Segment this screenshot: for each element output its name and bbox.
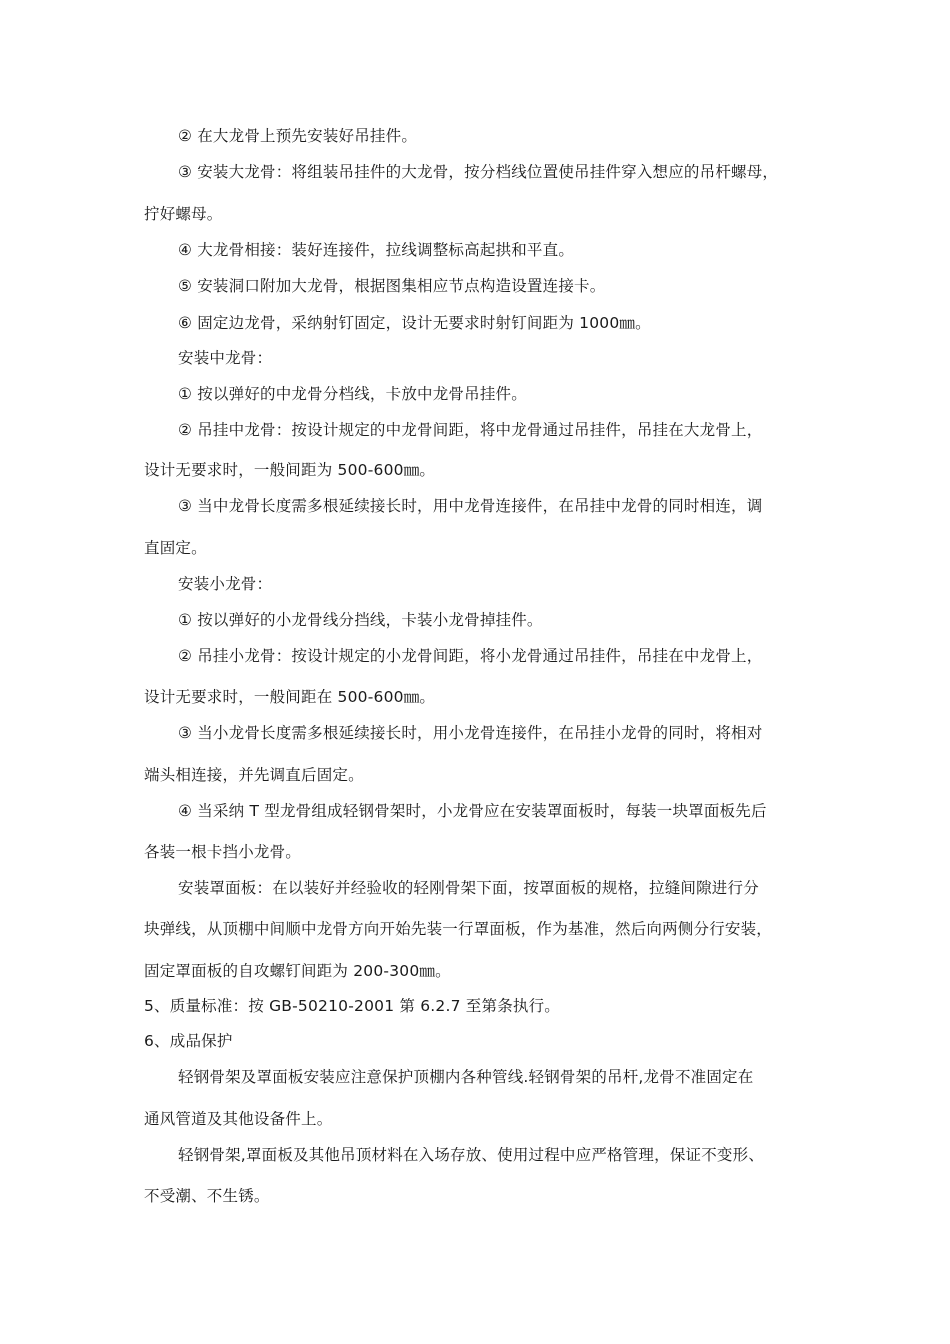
numbered-heading: 6、成品保护 <box>144 1032 233 1050</box>
paragraph-line: 轻钢骨架,罩面板及其他吊顶材料在入场存放、使用过程中应严格管理，保证不变形、 <box>178 1146 765 1164</box>
paragraph-line: 拧好螺母。 <box>144 205 223 223</box>
paragraph-line: 端头相连接，并先调直后固定。 <box>144 766 364 784</box>
paragraph-line: ⑤ 安装洞口附加大龙骨，根据图集相应节点构造设置连接卡。 <box>178 277 606 295</box>
paragraph-line: ② 吊挂中龙骨：按设计规定的中龙骨间距，将中龙骨通过吊挂件，吊挂在大龙骨上， <box>178 421 763 439</box>
paragraph-line: 安装罩面板：在以装好并经验收的轻刚骨架下面，按罩面板的规格，拉缝间隙进行分 <box>178 879 759 897</box>
section-heading: 安装中龙骨： <box>178 349 273 367</box>
paragraph-line: 轻钢骨架及罩面板安装应注意保护顶棚内各种管线.轻钢骨架的吊杆,龙骨不准固定在 <box>178 1068 754 1086</box>
paragraph-line: ④ 大龙骨相接：装好连接件，拉线调整标高起拱和平直。 <box>178 241 575 259</box>
paragraph-line: 不受潮、不生锈。 <box>144 1187 270 1205</box>
paragraph-line: 设计无要求时，一般间距在 500-600㎜。 <box>144 688 436 706</box>
paragraph-line: 固定罩面板的自攻螺钉间距为 200-300㎜。 <box>144 962 451 980</box>
paragraph-line: ① 按以弹好的小龙骨线分挡线，卡装小龙骨掉挂件。 <box>178 611 543 629</box>
paragraph-line: ⑥ 固定边龙骨，采纳射钉固定，设计无要求时射钉间距为 1000㎜。 <box>178 314 651 332</box>
paragraph-line: 直固定。 <box>144 539 207 557</box>
paragraph-line: ④ 当采纳 T 型龙骨组成轻钢骨架时，小龙骨应在安装罩面板时，每装一块罩面板先后 <box>178 802 767 820</box>
paragraph-line: 各装一根卡挡小龙骨。 <box>144 843 302 861</box>
paragraph-line: ② 吊挂小龙骨：按设计规定的小龙骨间距，将小龙骨通过吊挂件，吊挂在中龙骨上， <box>178 647 763 665</box>
paragraph-line: 通风管道及其他设备件上。 <box>144 1110 333 1128</box>
paragraph-line: 设计无要求时，一般间距为 500-600㎜。 <box>144 461 436 479</box>
paragraph-line: ③ 安装大龙骨：将组装吊挂件的大龙骨，按分档线位置使吊挂件穿入想应的吊杆螺母， <box>178 163 779 181</box>
paragraph-line: ② 在大龙骨上预先安装好吊挂件。 <box>178 127 418 145</box>
section-heading: 安装小龙骨： <box>178 575 273 593</box>
numbered-heading: 5、质量标准：按 GB-50210-2001 第 6.2.7 至第条执行。 <box>144 997 560 1015</box>
paragraph-line: 块弹线，从顶棚中间顺中龙骨方向开始先装一行罩面板，作为基准，然后向两侧分行安装， <box>144 920 773 938</box>
paragraph-line: ③ 当小龙骨长度需多根延续接长时，用小龙骨连接件，在吊挂小龙骨的同时，将相对 <box>178 724 763 742</box>
paragraph-line: ③ 当中龙骨长度需多根延续接长时，用中龙骨连接件，在吊挂中龙骨的同时相连，调 <box>178 497 763 515</box>
paragraph-line: ① 按以弹好的中龙骨分档线，卡放中龙骨吊挂件。 <box>178 385 527 403</box>
